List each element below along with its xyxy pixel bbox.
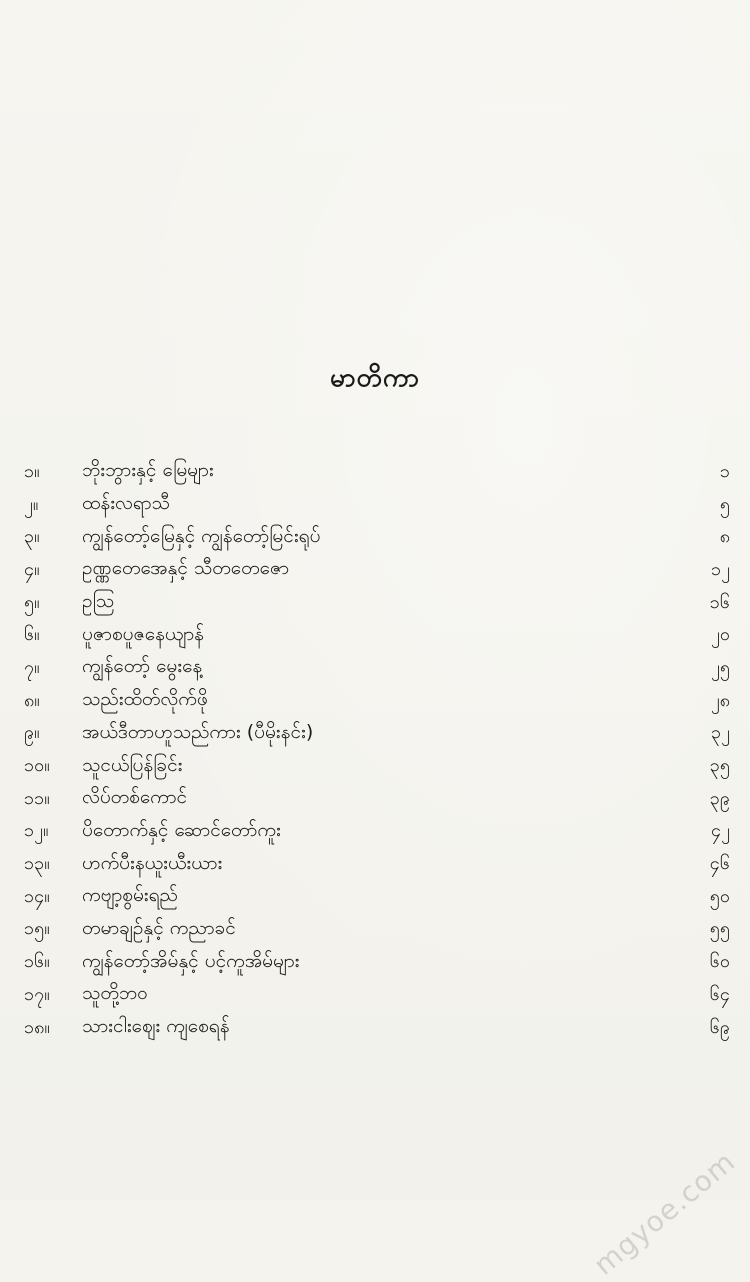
entry-number: ၅။ (24, 591, 40, 613)
entry-title: သူတို့ဘဝ (82, 982, 148, 1005)
entry-number: ၁၁။ (24, 787, 50, 809)
entry-page: ၁၂ (711, 558, 730, 580)
entry-page: ၅၀ (709, 885, 730, 907)
entry-number: ၁၅။ (24, 918, 50, 940)
entry-title: ပိတောက်နှင့် ဆောင်တော်ကူး (82, 818, 281, 841)
entry-page: ၁၆ (709, 591, 730, 613)
entry-page: ၆၉ (709, 1016, 730, 1038)
entry-number: ၈။ (24, 689, 40, 711)
entry-number: ၁၇။ (24, 983, 50, 1005)
entry-page: ၁ (719, 460, 730, 482)
toc-entry (24, 521, 730, 554)
toc-entry (24, 914, 730, 947)
entry-number: ၁၀။ (24, 755, 50, 777)
toc-entry (24, 718, 730, 751)
entry-title: ကျွန်တော့်အိမ်နှင့် ပင့်ကူအိမ်များ (82, 949, 300, 972)
toc-entry (24, 685, 730, 718)
entry-number: ၁၂။ (24, 820, 49, 842)
entry-page: ၂၀ (711, 624, 730, 646)
entry-page: ၄၆ (709, 853, 730, 875)
entry-page: ၃၅ (709, 755, 730, 777)
toc-entry (24, 946, 730, 979)
entry-title: တမာချဉ်နှင့် ကညာခင် (82, 916, 236, 939)
toc-entry (24, 489, 730, 522)
entry-page: ၃၉ (709, 787, 730, 809)
entry-number: ၃။ (24, 526, 40, 548)
entry-page: ၅၅ (709, 918, 730, 940)
entry-title: ပူဇာစပူဇနေယျာန် (82, 622, 205, 645)
entry-title: ထန်းလရာသီ (82, 492, 170, 515)
entry-page: ၂၅ (711, 656, 730, 678)
entry-number: ၄။ (24, 558, 40, 580)
entry-number: ၂။ (24, 493, 39, 515)
entry-number: ၆။ (24, 624, 40, 646)
watermark: mgyoe.com (587, 1144, 742, 1282)
toc-entry (24, 816, 730, 849)
entry-number: ၁။ (24, 460, 40, 482)
toc-entry (24, 1012, 730, 1045)
entry-title: ဟက်ပီးနယူးယီးယား (82, 851, 223, 874)
toc-entry (24, 783, 730, 816)
entry-number: ၉။ (24, 722, 40, 744)
entry-title: ကဗျာ့စွမ်းရည် (82, 884, 178, 907)
entry-title: သူငယ်ပြန်ခြင်း (82, 753, 183, 776)
page-title: မာတိကာ (330, 363, 420, 393)
entry-page: ၆၄ (709, 983, 730, 1005)
entry-number: ၁၈။ (24, 1016, 50, 1038)
toc-entry (24, 619, 730, 652)
entry-page: ၈ (719, 526, 730, 548)
entry-title: လိပ်တစ်ကောင် (82, 786, 188, 809)
toc-entry (24, 456, 730, 489)
toc-entry (24, 979, 730, 1012)
entry-title: သည်းထိတ်လိုက်ဖို (82, 688, 208, 711)
toc-entry (24, 750, 730, 783)
entry-title: ဘိုးဘွားနှင့် မြေများ (82, 459, 214, 482)
entry-title: ကျွန်တော့် မွေးနေ့ (82, 655, 203, 678)
entry-number: ၁၃။ (24, 853, 50, 875)
entry-title: ဥသြ (82, 590, 115, 613)
toc-list (24, 456, 730, 1044)
entry-title: သားငါးဈေး ကျစေရန် (82, 1015, 230, 1038)
entry-title: အယ်ဒီတာဟူသည်ကား (ပီမိုးနင်း) (82, 720, 314, 743)
entry-page: ၄၂ (711, 820, 730, 842)
toc-entry (24, 554, 730, 587)
toc-entry (24, 848, 730, 881)
toc-entry (24, 652, 730, 685)
entry-number: ၁၆။ (24, 951, 50, 973)
entry-title: ဥဏ္ဏတေအေနှင့် သီတတေဇော (82, 557, 290, 580)
entry-number: ၇။ (24, 656, 40, 678)
entry-page: ၆၀ (709, 951, 730, 973)
toc-entry (24, 587, 730, 620)
toc-entry (24, 881, 730, 914)
entry-page: ၅ (719, 493, 730, 515)
entry-page: ၃၂ (711, 722, 730, 744)
entry-number: ၁၄။ (24, 885, 50, 907)
entry-title: ကျွန်တော့်မြေနှင့် ကျွန်တော့်မြင်းရုပ် (82, 524, 321, 547)
entry-page: ၂၈ (710, 689, 730, 711)
